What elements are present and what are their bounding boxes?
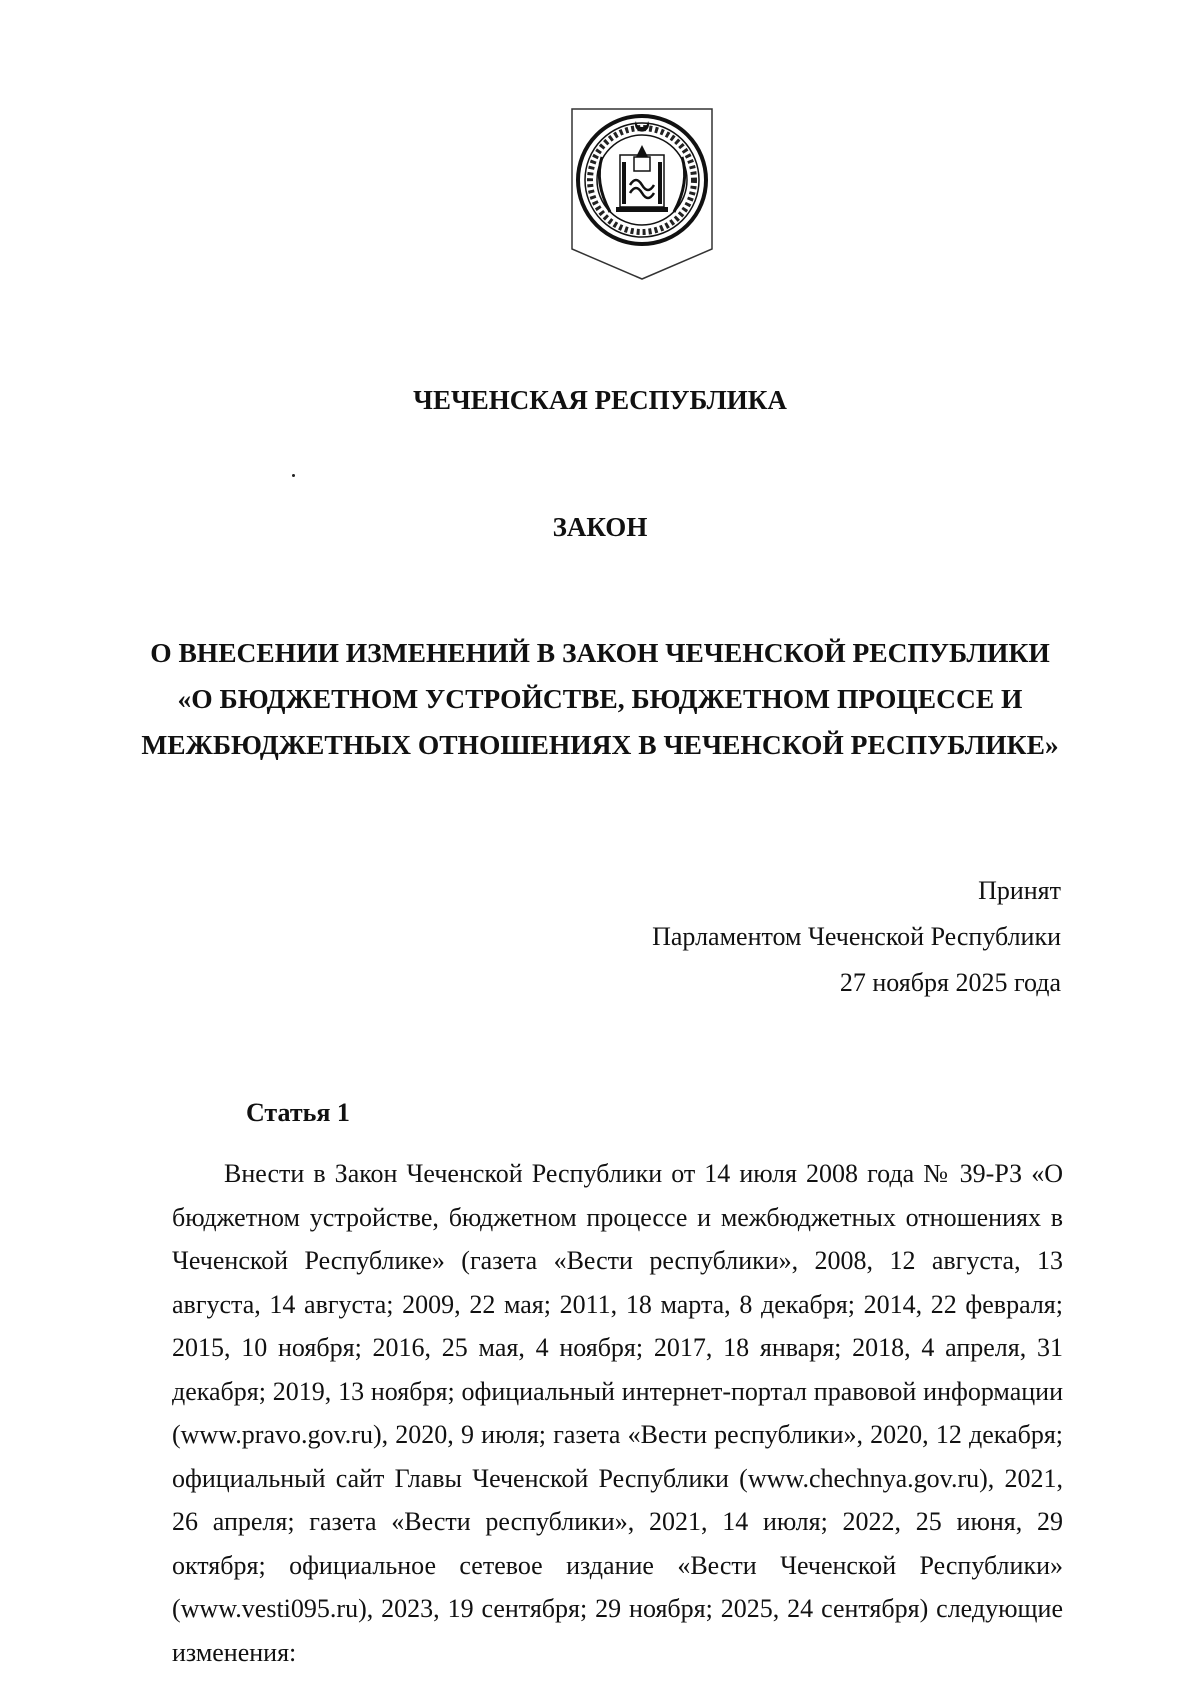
document-type-heading: ЗАКОН: [552, 512, 648, 542]
law-title-line-2: «О БЮДЖЕТНОМ УСТРОЙСТВЕ, БЮДЖЕТНОМ ПРОЦЕССЕ И: [177, 683, 1023, 714]
law-title-line-3: МЕЖБЮДЖЕТНЫХ ОТНОШЕНИЯХ В ЧЕЧЕНСКОЙ РЕСПУБЛИКЕ»: [141, 729, 1059, 760]
adoption-line-2: Парламентом Чеченской Республики: [652, 922, 1061, 951]
law-title: [0, 630, 1200, 768]
region-heading: ЧЕЧЕНСКАЯ РЕСПУБЛИКА: [413, 385, 787, 415]
adoption-line-1: Принят: [978, 876, 1061, 905]
article-body: Внести в Закон Чеченской Республики от 14 июля 2008 года № 39-РЗ «О бюджетном устройстве, бюджетном процессе и межбюджетных отношениях в Чеченской Республике» (газета «Вести республики», 2008, 12 августа, 13 августа, 14 августа; 2009, 22 мая; 2011, 18 марта, 8 декабря; 2014, 22 февраля; 2015, 10 ноября; 2016, 25 мая, 4 ноября; 2017, 18 января; 2018, 4 апреля, 31 декабря; 2019, 13 ноября; официальный интернет-портал правовой информации (www.pravo.gov.ru), 2020, 9 июля; газета «Вести республики», 2020, 12 декабря; официальный сайт Главы Чеченской Республики (www.chechnya.gov.ru), 2021, 26 апреля; газета «Вести республики», 2021, 14 июля; 2022, 25 июня, 29 октября; официальное сетевое издание «Вести Чеченской Республики» (www.vesti095.ru), 2023, 19 сентября; 29 ноября; 2025, 24 сентября) следующие изменения:: [172, 1159, 1063, 1667]
adoption-note: [652, 868, 1061, 1006]
coat-of-arms-icon: [570, 107, 714, 282]
article-heading: Статья 1: [246, 1098, 350, 1127]
law-title-line-1: О ВНЕСЕНИИ ИЗМЕНЕНИЙ В ЗАКОН ЧЕЧЕНСКОЙ РЕСПУБЛИКИ: [150, 637, 1050, 668]
adoption-date: 27 ноября 2025 года: [839, 968, 1061, 997]
scan-speck: [292, 474, 295, 477]
